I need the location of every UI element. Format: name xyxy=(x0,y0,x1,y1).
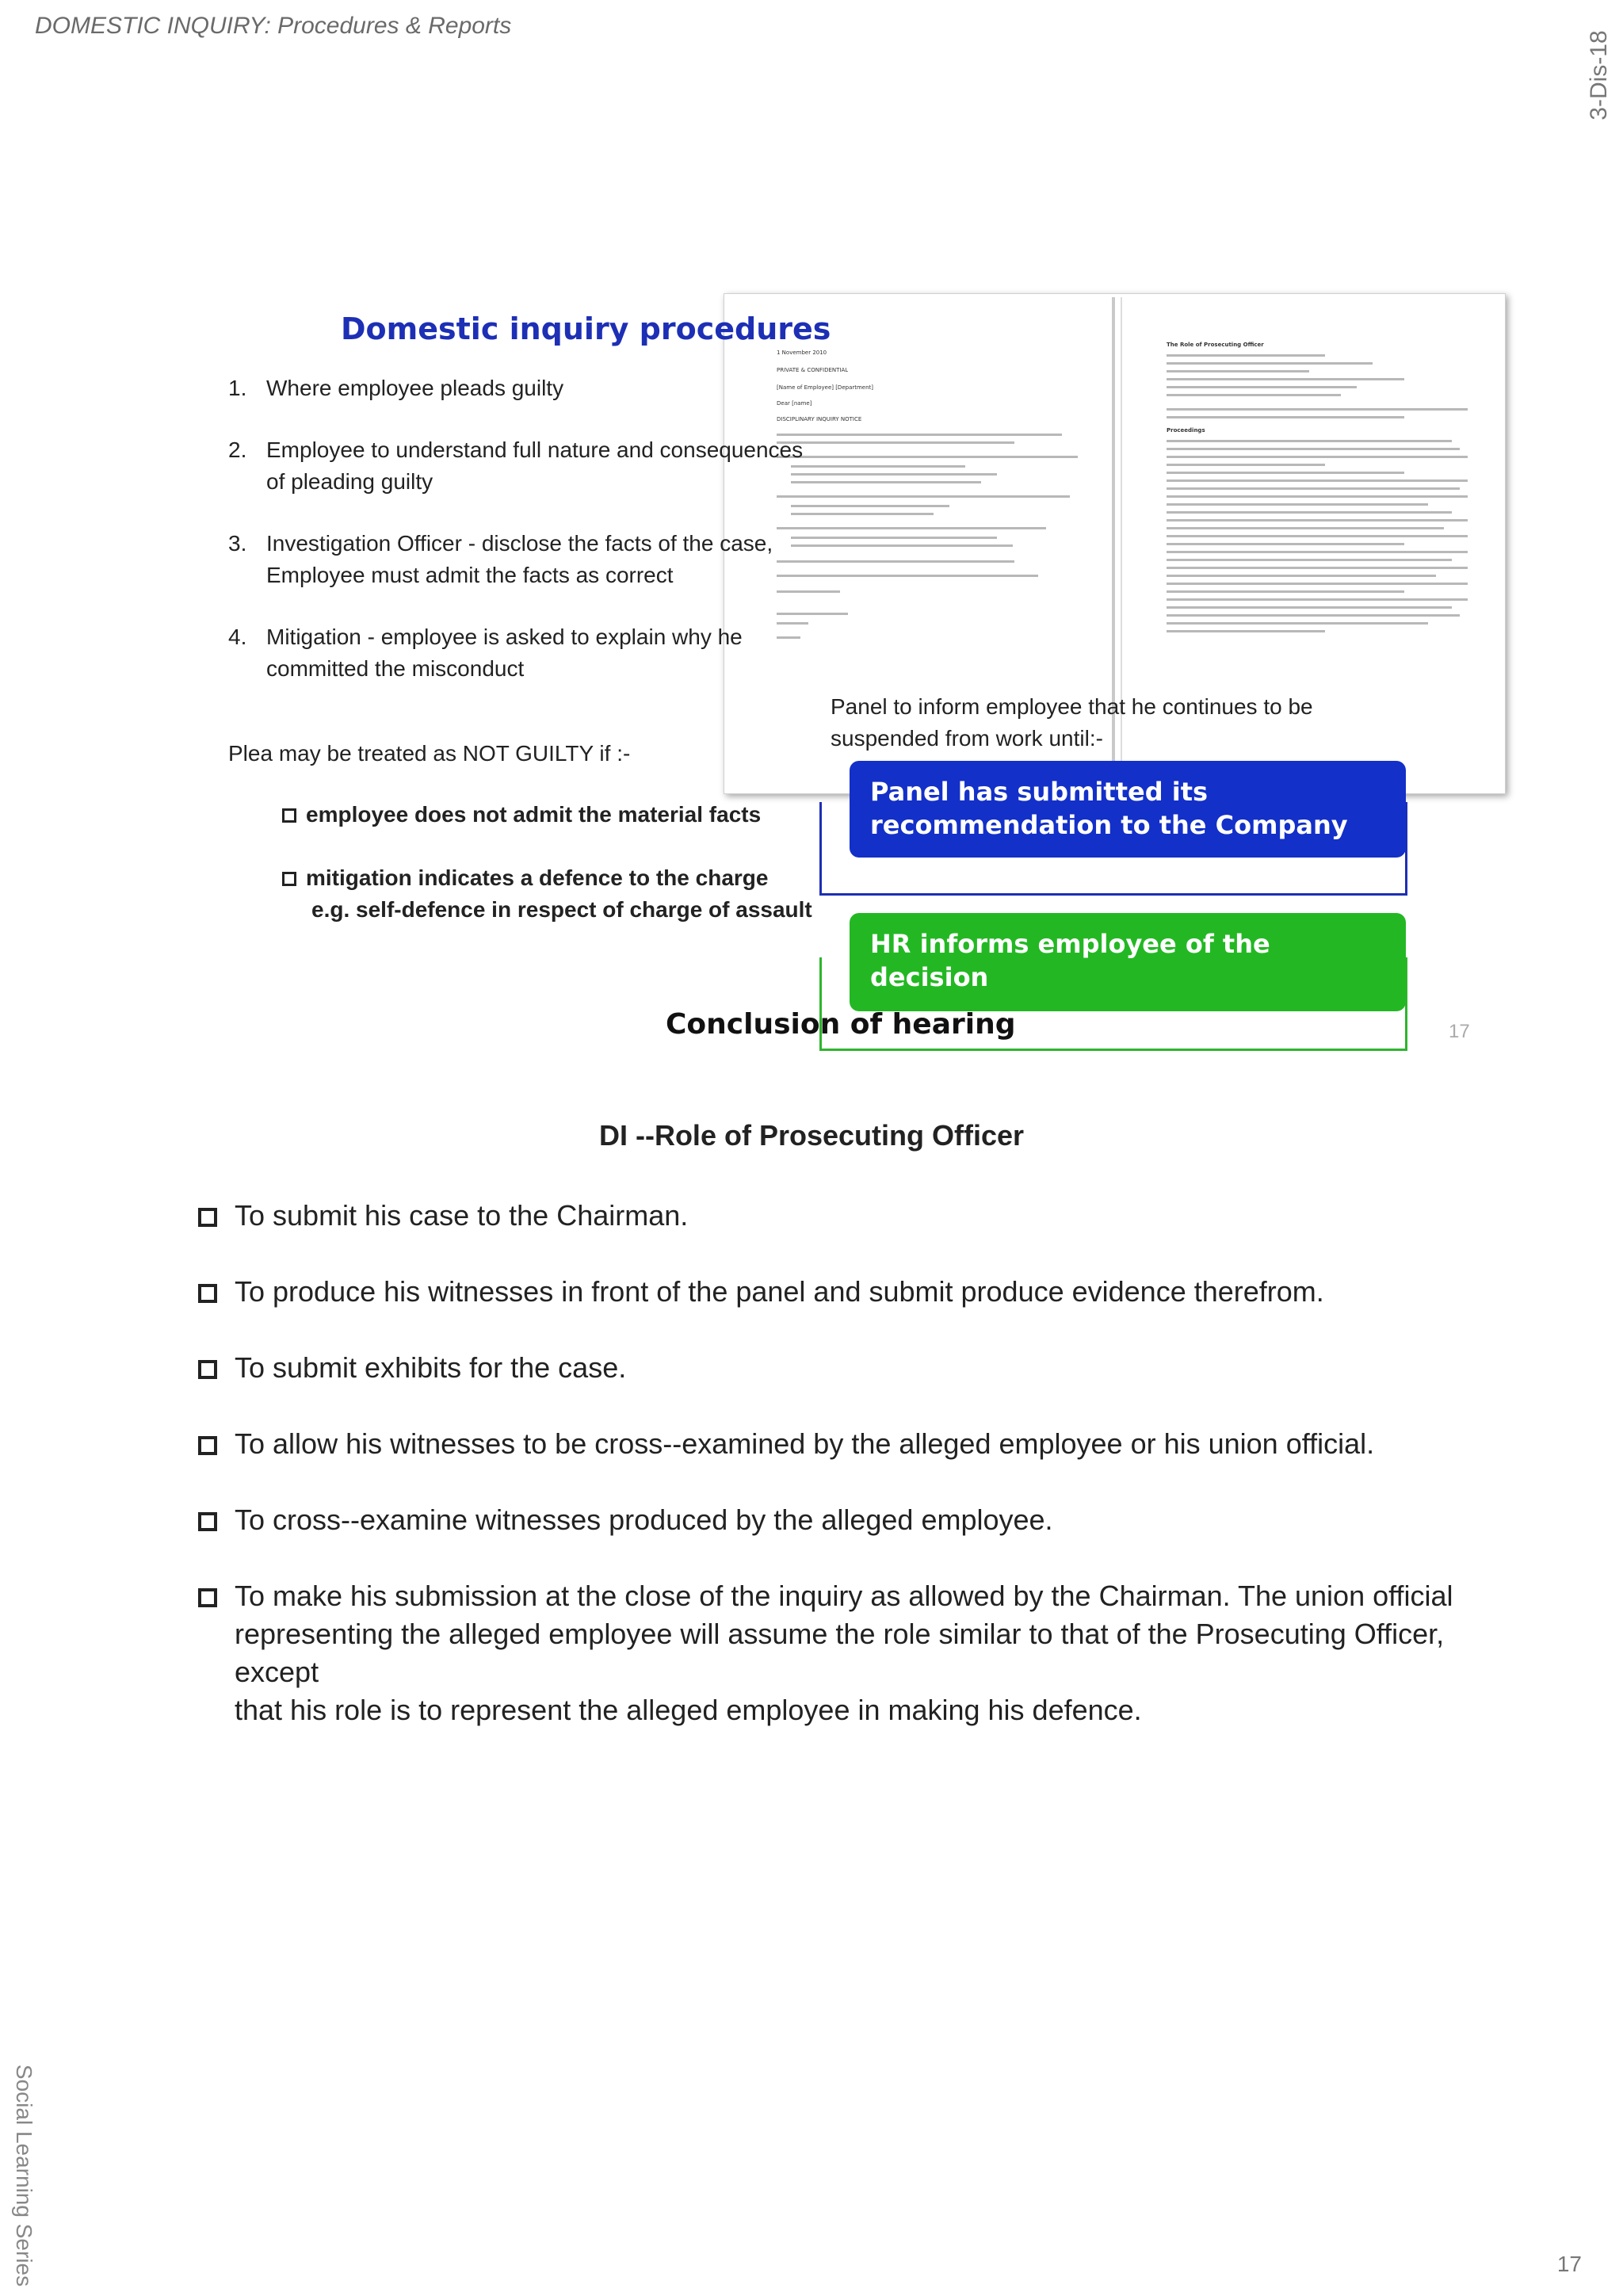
procedure-text: Employee to understand full nature and consequences xyxy=(266,437,804,462)
role-text-line-3: that his role is to represent the alleged employee in making his defence. xyxy=(235,1694,1142,1726)
procedure-number: 4. xyxy=(228,625,247,649)
procedure-text: Investigation Officer - disclose the facts of the case, xyxy=(266,531,773,556)
doc-left-line-5: DISCIPLINARY INQUIRY NOTICE xyxy=(777,416,862,422)
condition-text: mitigation indicates a defence to the charge xyxy=(306,865,769,890)
condition-text: employee does not admit the material facts xyxy=(306,802,762,827)
side-date-text: 3-Dis-18 xyxy=(1586,30,1612,120)
procedure-number: 2. xyxy=(228,437,247,462)
panel-inform-line-1: Panel to inform employee that he continues to be xyxy=(831,694,1313,719)
doc-right-line-2: Proceedings xyxy=(1167,427,1205,434)
blue-box-line-1: Panel has submitted its xyxy=(870,777,1209,807)
checkbox-icon xyxy=(198,1436,217,1455)
procedure-number: 3. xyxy=(228,531,247,556)
doc-right-line-1: The Role of Prosecuting Officer xyxy=(1167,342,1264,348)
section-heading: DI --Role of Prosecuting Officer xyxy=(598,1119,1025,1152)
procedure-number: 1. xyxy=(228,376,247,400)
slide-number: 17 xyxy=(1449,1021,1470,1042)
role-text: To cross--examine witnesses produced by the alleged employee. xyxy=(235,1503,1053,1536)
checkbox-icon xyxy=(198,1512,217,1531)
doc-left-line-2: PRIVATE & CONFIDENTIAL xyxy=(777,367,849,373)
condition-item-2-cont: e.g. self-defence in respect of charge of assault xyxy=(311,897,812,922)
green-box-line-1: HR informs employee of the xyxy=(870,929,1270,959)
role-text-line-1: To make his submission at the close of the inquiry as allowed by the Chairman. The union official xyxy=(235,1580,1453,1612)
condition-item-1 xyxy=(282,802,761,827)
checkbox-icon xyxy=(198,1588,217,1607)
blue-box-line-2: recommendation to the Company xyxy=(870,810,1348,840)
role-text-line-2: representing the alleged employee will assume the role similar to that of the Prosecuting Officer, except xyxy=(235,1618,1445,1688)
role-item-3 xyxy=(198,1349,1455,1387)
condition-item-2 xyxy=(282,865,768,891)
panel-inform-text xyxy=(831,691,1313,755)
checkbox-icon xyxy=(282,872,296,886)
checkbox-icon xyxy=(198,1360,217,1379)
procedure-text: Where employee pleads guilty xyxy=(266,376,564,400)
role-item-1 xyxy=(198,1197,1455,1235)
green-box-line-2: decision xyxy=(870,962,989,992)
checkbox-icon xyxy=(282,808,296,823)
role-text: To allow his witnesses to be cross--examined by the alleged employee or his union official. xyxy=(235,1427,1375,1460)
role-text: To submit exhibits for the case. xyxy=(235,1351,627,1384)
role-item-6 xyxy=(198,1577,1455,1729)
role-item-5 xyxy=(198,1501,1455,1539)
procedure-text: Mitigation - employee is asked to explain why he xyxy=(266,625,743,649)
document-header-title: DOMESTIC INQUIRY: Procedures & Reports xyxy=(35,13,512,39)
hr-informs-box xyxy=(850,913,1406,1011)
slide-title: Domestic inquiry procedures xyxy=(341,311,831,346)
role-text: To produce his witnesses in front of the panel and submit produce evidence therefrom. xyxy=(235,1275,1324,1308)
role-text: To submit his case to the Chairman. xyxy=(235,1199,689,1232)
doc-left-line-3: [Name of Employee] [Department] xyxy=(777,384,874,391)
plea-not-guilty-line: Plea may be treated as NOT GUILTY if :- xyxy=(228,741,631,766)
page-number: 17 xyxy=(1556,2252,1582,2276)
role-item-2 xyxy=(198,1273,1455,1311)
doc-left-line-1: 1 November 2010 xyxy=(777,350,827,356)
side-series-text: Social Learning Series xyxy=(12,2064,36,2287)
procedure-text-cont: Employee must admit the facts as correct xyxy=(266,563,674,587)
conclusion-heading: Conclusion of hearing xyxy=(666,1008,1016,1041)
doc-left-line-4: Dear [name] xyxy=(777,400,812,407)
side-date-label xyxy=(1583,16,1615,135)
procedure-text-cont: committed the misconduct xyxy=(266,656,525,681)
side-series-label xyxy=(8,2061,40,2290)
procedure-text-cont: of pleading guilty xyxy=(266,469,433,494)
panel-submitted-box xyxy=(850,761,1406,858)
role-item-4 xyxy=(198,1425,1455,1463)
checkbox-icon xyxy=(198,1284,217,1303)
checkbox-icon xyxy=(198,1208,217,1227)
panel-inform-line-2: suspended from work until:- xyxy=(831,726,1103,751)
